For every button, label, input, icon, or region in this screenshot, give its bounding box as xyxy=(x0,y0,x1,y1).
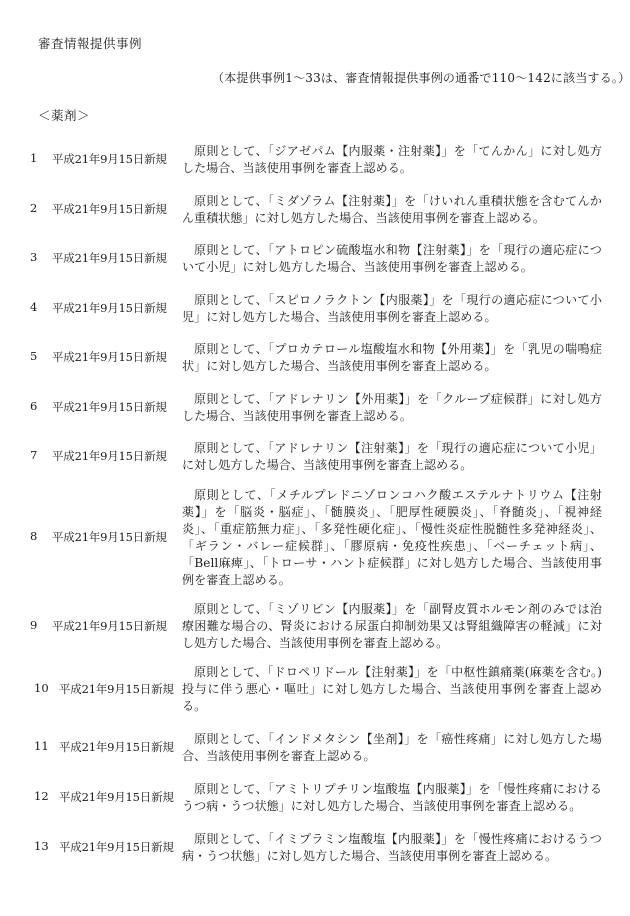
case-row xyxy=(0,832,630,863)
case-number: 3 xyxy=(30,250,38,264)
case-date: 平成21年9月15日新規 xyxy=(52,301,167,315)
case-date: 平成21年9月15日新規 xyxy=(52,152,167,166)
case-number: 2 xyxy=(30,201,38,215)
case-row xyxy=(0,243,630,274)
case-date: 平成21年9月15日新規 xyxy=(52,400,167,414)
case-number: 6 xyxy=(30,399,38,413)
case-row xyxy=(0,392,630,423)
case-number: 4 xyxy=(30,300,38,314)
case-text: 原則として、「ジアゼパム【内服薬・注射薬】」を「てんかん」に対し処方した場合、当該使用事例を審査上認める。 xyxy=(182,144,602,175)
case-date: 平成21年9月15日新規 xyxy=(52,449,167,463)
case-date: 平成21年9月15日新規 xyxy=(59,740,174,754)
case-row xyxy=(0,441,630,472)
case-date: 平成21年9月15日新規 xyxy=(59,682,174,696)
case-row xyxy=(0,732,630,763)
case-text: 原則として、「ミゾリビン【内服薬】」を「副腎皮質ホルモン剤のみでは治療困難な場合の、腎炎における尿蛋白抑制効果又は腎組織障害の軽減」に対し処方した場合、当該使用事例を審査上認める。 xyxy=(182,602,602,650)
case-text: 原則として、「アトロピン硫酸塩水和物【注射薬】」を「現行の適応症について小児」に対し処方した場合、当該使用事例を審査上認める。 xyxy=(182,243,602,274)
section-header-drugs: ＜薬剤＞ xyxy=(38,108,91,123)
document-note: （本提供事例1～33は、審査情報提供事例の通番で110～142に該当する。） xyxy=(212,71,630,85)
case-row xyxy=(0,293,630,324)
case-date: 平成21年9月15日新規 xyxy=(59,840,174,854)
case-row xyxy=(0,782,630,813)
case-row xyxy=(0,144,630,175)
case-text: 原則として、「インドメタシン【坐剤】」を「癌性疼痛」に対し処方した場合、当該使用事例を審査上認める。 xyxy=(182,732,602,763)
case-text: 原則として、「アミトリプチリン塩酸塩【内服薬】」を「慢性疼痛におけるうつ病・うつ状態」に対し処方した場合、当該使用事例を審査上認める。 xyxy=(182,782,602,813)
case-text: 原則として、「プロカテロール塩酸塩水和物【外用薬】」を「乳児の喘鳴症状」に対し処方した場合、当該使用事例を審査上認める。 xyxy=(182,342,602,373)
case-date: 平成21年9月15日新規 xyxy=(52,530,167,544)
case-text: 原則として、「ミダゾラム【注射薬】」を「けいれん重積状態を含むてんかん重積状態」に対し処方した場合、当該使用事例を審査上認める。 xyxy=(182,194,602,225)
case-number: 12 xyxy=(34,789,49,803)
case-number: 13 xyxy=(34,839,49,853)
case-text: 原則として、「ドロペリドール【注射薬】」を「中枢性鎮痛薬(麻薬を含む。)投与に伴う悪心・嘔吐」に対し処方した場合、当該使用事例を審査上認める。 xyxy=(182,665,602,713)
case-text: 原則として、「メチルプレドニゾロンコハク酸エステルナトリウム【注射薬】」を「脳炎・脳症」、「髄膜炎」、「肥厚性硬膜炎」、「脊髄炎」、「視神経炎」、「重症筋無力症」、「多発性硬化症」、「慢性炎症性脱髄性多発神経炎」、「ギラン・バレー症候群」、「膠原病・免疫性疾患」、「ベーチェット病」、「Bell麻痺」、「トローサ・ハント症候群」に対し処方した場合、当該使用事例を審査上認める。 xyxy=(182,488,602,587)
case-number: 10 xyxy=(34,681,49,695)
case-number: 9 xyxy=(30,618,38,632)
case-text: 原則として、「イミプラミン塩酸塩【内服薬】」を「慢性疼痛におけるうつ病・うつ状態」に対し処方した場合、当該使用事例を審査上認める。 xyxy=(182,832,602,863)
case-date: 平成21年9月15日新規 xyxy=(52,202,167,216)
case-text: 原則として、「アドレナリン【注射薬】」を「現行の適応症について小児」に対し処方した場合、当該使用事例を審査上認める。 xyxy=(182,441,602,472)
case-number: 7 xyxy=(30,448,38,462)
case-number: 1 xyxy=(30,151,38,165)
case-number: 8 xyxy=(30,529,38,543)
case-row xyxy=(0,342,630,373)
case-date: 平成21年9月15日新規 xyxy=(52,619,167,633)
case-number: 5 xyxy=(30,349,38,363)
case-row xyxy=(0,488,630,587)
case-text: 原則として、「アドレナリン【外用薬】」を「クループ症候群」に対し処方した場合、当該使用事例を審査上認める。 xyxy=(182,392,602,423)
case-row xyxy=(0,665,630,713)
document-title: 審査情報提供事例 xyxy=(38,36,143,51)
case-date: 平成21年9月15日新規 xyxy=(52,350,167,364)
case-row xyxy=(0,194,630,225)
case-text: 原則として、「スピロノラクトン【内服薬】」を「現行の適応症について小児」に対し処方した場合、当該使用事例を審査上認める。 xyxy=(182,293,602,324)
case-row xyxy=(0,602,630,650)
case-date: 平成21年9月15日新規 xyxy=(59,790,174,804)
case-number: 11 xyxy=(34,739,49,753)
case-date: 平成21年9月15日新規 xyxy=(52,251,167,265)
